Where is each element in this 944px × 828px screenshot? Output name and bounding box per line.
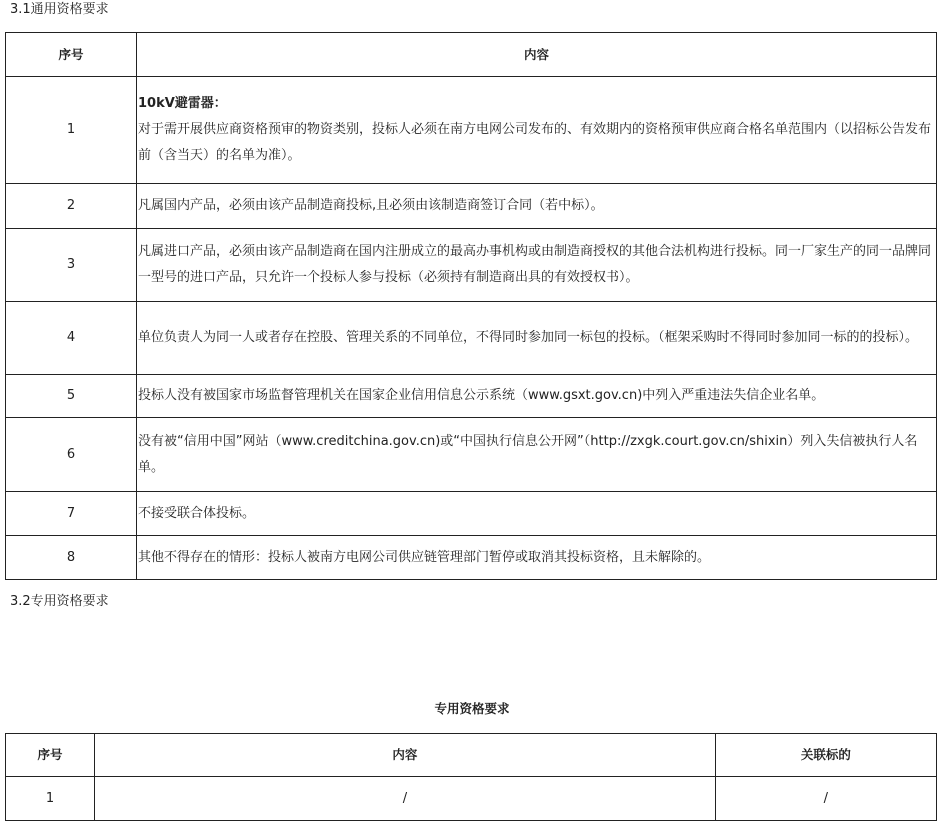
row-subtitle: 10kV避雷器： [138, 96, 227, 111]
header-related: 关联标的 [715, 734, 936, 777]
row-number: 1 [6, 77, 137, 184]
table-row [6, 302, 937, 375]
row-text: 其他不得存在的情形：投标人被南方电网公司供应链管理部门暂停或取消其投标资格，且未解除的。 [137, 536, 937, 580]
row-number: 3 [6, 229, 137, 302]
row-number: 1 [6, 777, 95, 821]
row-number: 4 [6, 302, 137, 375]
row-number: 5 [6, 375, 137, 418]
header-no: 序号 [6, 734, 95, 777]
row-number: 6 [6, 418, 137, 492]
row-content [137, 77, 937, 184]
row-content: / [95, 777, 716, 821]
header-content: 内容 [95, 734, 716, 777]
row-related: / [715, 777, 936, 821]
general-qualification-table [5, 32, 937, 580]
row-text: 没有被“信用中国”网站（www.creditchina.gov.cn)或“中国执行信息公开网”（http://zxgk.court.gov.cn/shixin）列入失信被执行人名单。 [137, 418, 937, 492]
table-header-row [6, 33, 937, 77]
special-qualification-table [5, 733, 937, 821]
row-number: 8 [6, 536, 137, 580]
table-row [6, 492, 937, 536]
table-row [6, 777, 937, 821]
table-row [6, 184, 937, 229]
special-table-caption: 专用资格要求 [434, 701, 510, 716]
row-number: 7 [6, 492, 137, 536]
section-heading-general: 3.1通用资格要求 [10, 2, 109, 17]
row-text: 凡属国内产品，必须由该产品制造商投标,且必须由该制造商签订合同（若中标）。 [137, 184, 937, 229]
section-heading-special: 3.2专用资格要求 [10, 594, 109, 609]
row-text: 凡属进口产品，必须由该产品制造商在国内注册成立的最高办事机构或由制造商授权的其他合法机构进行投标。同一厂家生产的同一品牌同一型号的进口产品，只允许一个投标人参与投标（必须持有制造商出具的有效授权书）。 [137, 229, 937, 302]
row-number: 2 [6, 184, 137, 229]
row-text: 对于需开展供应商资格预审的物资类别，投标人必须在南方电网公司发布的、有效期内的资格预审供应商合格名单范围内（以招标公告发布前（含当天）的名单为准）。 [138, 122, 932, 163]
header-no: 序号 [6, 33, 137, 77]
table-row [6, 229, 937, 302]
table-row [6, 536, 937, 580]
table-row [6, 418, 937, 492]
header-content: 内容 [137, 33, 937, 77]
row-text: 单位负责人为同一人或者存在控股、管理关系的不同单位，不得同时参加同一标包的投标。（框架采购时不得同时参加同一标的的投标）。 [137, 302, 937, 375]
table-header-row [6, 734, 937, 777]
row-text: 投标人没有被国家市场监督管理机关在国家企业信用信息公示系统（www.gsxt.gov.cn)中列入严重违法失信企业名单。 [137, 375, 937, 418]
table-row [6, 375, 937, 418]
row-text: 不接受联合体投标。 [137, 492, 937, 536]
table-row [6, 77, 937, 184]
